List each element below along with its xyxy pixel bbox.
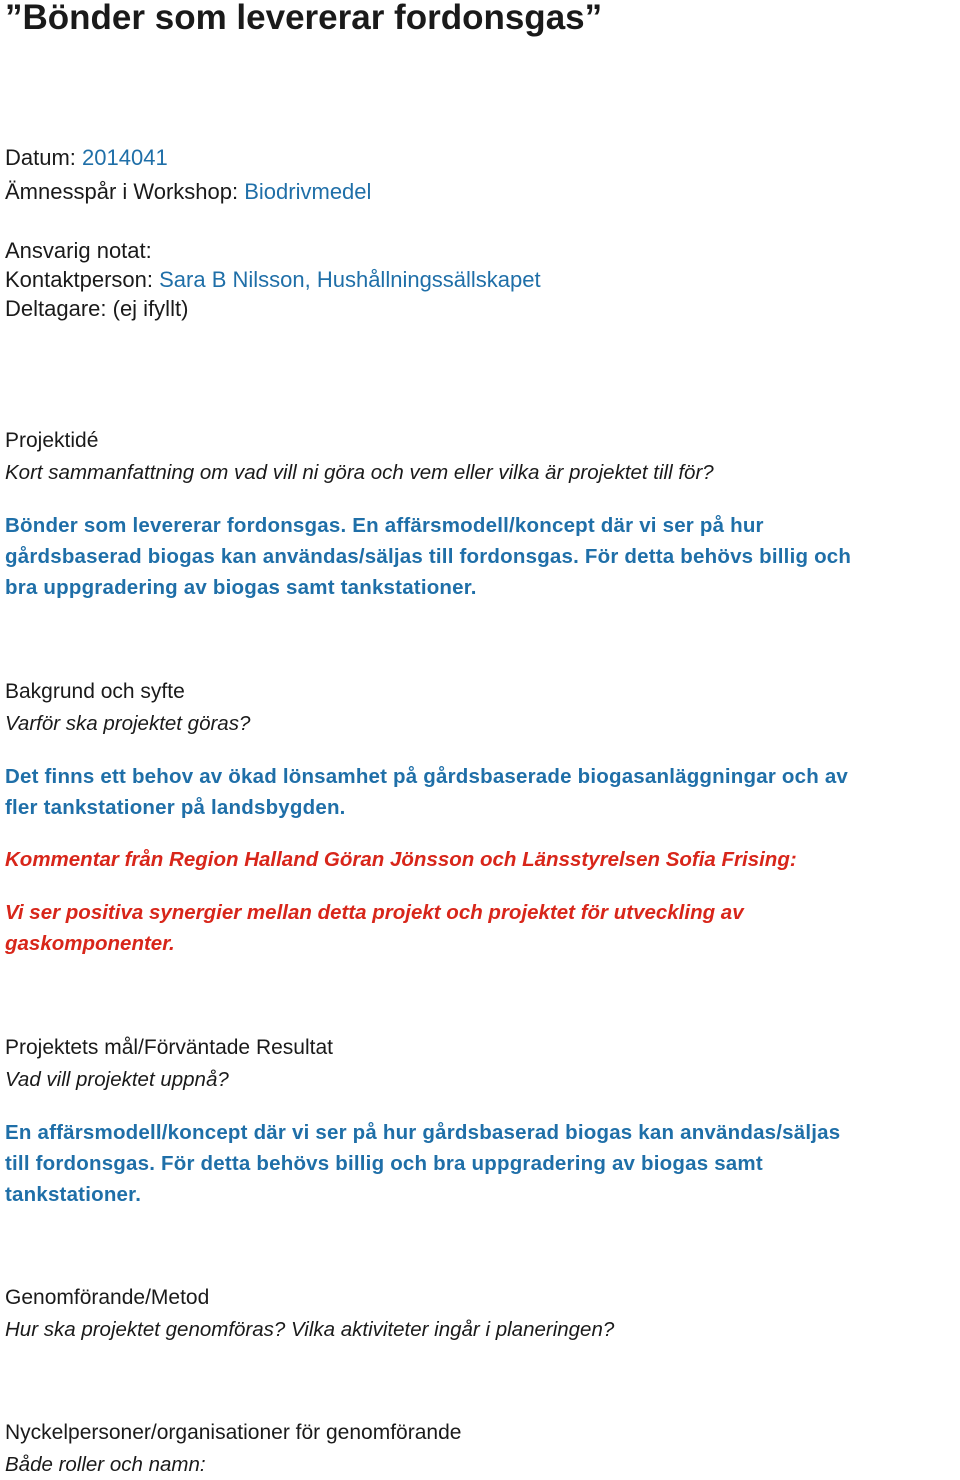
title-open-quote: ” <box>5 0 23 37</box>
document-title <box>5 0 602 40</box>
mal-answer-line: till fordonsgas. För detta behövs billig och bra uppgradering av biogas samt <box>5 1152 763 1175</box>
bakgrund-comment-text <box>5 897 955 959</box>
mal-answer <box>5 1117 955 1210</box>
metod-question: Hur ska projektet genomföras? Vilka aktiviteter ingår i planeringen? <box>5 1318 615 1341</box>
mal-answer-line: tankstationer. <box>5 1183 142 1206</box>
projektide-question: Kort sammanfattning om vad vill ni göra och vem eller vilka är projektet till för? <box>5 461 714 484</box>
contact-label: Kontaktperson: <box>5 267 160 292</box>
projektide-answer-line: bra uppgradering av biogas samt tankstationer. <box>5 576 477 599</box>
responsible-label: Ansvarig notat: <box>5 238 152 263</box>
comment-text-line: gaskomponenter. <box>5 932 175 955</box>
bakgrund-answer-line: Det finns ett behov av ökad lönsamhet på gårdsbaserade biogasanläggningar och av <box>5 765 849 788</box>
bakgrund-answer <box>5 761 955 823</box>
date-label: Datum: <box>5 145 83 170</box>
nyckel-question: Både roller och namn: <box>5 1453 206 1476</box>
comment-text-line: Vi ser positiva synergier mellan detta projekt och projektet för utveckling av <box>5 901 744 924</box>
participants-label: Deltagare: (ej ifyllt) <box>5 296 189 321</box>
track-label: Ämnesspår i Workshop: <box>5 179 245 204</box>
bakgrund-question: Varför ska projektet göras? <box>5 712 251 735</box>
projektide-answer-line: gårdsbaserad biogas kan användas/säljas till fordonsgas. För detta behövs billig och <box>5 545 852 568</box>
projektide-heading: Projektidé <box>5 429 99 452</box>
projektide-answer <box>5 510 955 603</box>
title-text: Bönder som levererar fordonsgas <box>22 0 585 37</box>
mal-answer-line: En affärsmodell/koncept där vi ser på hur gårdsbaserad biogas kan användas/säljas <box>5 1121 841 1144</box>
contact-row <box>5 265 541 295</box>
mal-heading: Projektets mål/Förväntade Resultat <box>5 1036 333 1059</box>
participants-row <box>5 294 188 324</box>
track-value: Biodrivmedel <box>244 179 372 204</box>
contact-value: Sara B Nilsson, Hushållningssällskapet <box>159 267 541 292</box>
projektide-answer-line: Bönder som levererar fordonsgas. En affärsmodell/koncept där vi ser på hur <box>5 514 764 537</box>
responsible-row <box>5 236 152 266</box>
date-value: 2014041 <box>82 145 168 170</box>
bakgrund-answer-line: fler tankstationer på landsbygden. <box>5 796 346 819</box>
date-row <box>5 143 168 173</box>
nyckel-heading: Nyckelpersoner/organisationer för genomförande <box>5 1421 462 1444</box>
bakgrund-heading: Bakgrund och syfte <box>5 680 185 703</box>
mal-question: Vad vill projektet uppnå? <box>5 1068 229 1091</box>
metod-heading: Genomförande/Metod <box>5 1286 210 1309</box>
title-close-quote: ” <box>584 0 603 37</box>
track-row <box>5 177 371 207</box>
bakgrund-comment: Kommentar från Region Halland Göran Jönsson och Länsstyrelsen Sofia Frising: <box>5 848 797 871</box>
